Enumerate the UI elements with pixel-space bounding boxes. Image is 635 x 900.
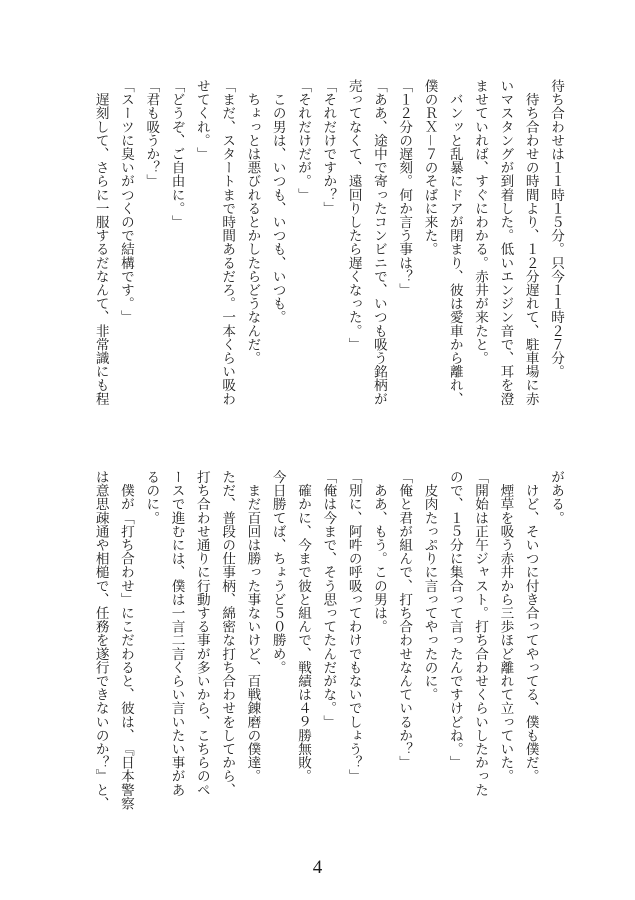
upper-text-line: 待ち合わせは１１時１５分。只今１１時２７分。 [549, 79, 564, 379]
upper-text-line: 「君も吸うか？」 [144, 79, 160, 188]
lower-text-line: けど、そいつに付き合ってやってる、僕も僕だ。 [523, 470, 539, 783]
upper-text-line: せてくれ。」 [194, 79, 210, 161]
upper-text-line: 待ち合わせの時間より、１２分遅れて、駐車場に赤 [523, 79, 539, 406]
lower-text-line: 今日勝てば、ちょうど５０勝め。 [270, 470, 286, 674]
upper-text-line: 「それだけですか？」 [321, 79, 337, 215]
upper-text-line: 僕のＲＸ－７のそばに来た。 [422, 79, 438, 256]
lower-text-line: 確かに、今まで彼と組んで、戦績は４９勝無敗。 [296, 470, 312, 783]
upper-text-line: 「ああ、途中で寄ったコンビニで、いつも吸う銘柄が [371, 79, 387, 406]
upper-text-line: この男は、いつも、いつも、いつも。 [270, 79, 286, 324]
upper-text-line: 売ってなくて、遠回りしたら遅くなった。」 [346, 79, 362, 351]
upper-text-line: ませていれば、すぐにわかる。赤井が来たと。 [473, 79, 489, 365]
lower-text-line: ので、１５分に集合って言ったんですけどね。」 [447, 470, 463, 770]
lower-text-line: 皮肉たっぷりに言ってやったのに。 [422, 470, 438, 702]
lower-text-section [88, 470, 569, 815]
lower-text-line: がある。 [549, 470, 564, 525]
upper-text-line: 「それだけだが。」 [296, 79, 312, 202]
upper-text-line: 「まだ、スタートまで時間あるだろ。一本くらい吸わ [220, 79, 236, 406]
lower-text-line: ああ、もう。この男は。 [371, 470, 387, 634]
lower-text-line: 「俺と君が組んで、打ち合わせなんているか？」 [397, 470, 413, 770]
lower-text-line: 僕が「打ち合わせ」にこだわると、彼は、『日本警察 [118, 470, 134, 810]
lower-text-line: 「別に、阿吽の呼吸ってわけでもないでしょう？」 [346, 470, 362, 783]
page-number: 4 [312, 857, 323, 878]
lower-text-line: るのに。 [144, 470, 160, 525]
upper-text-line: 「１２分の遅刻。何か言う事は？」 [397, 79, 413, 297]
upper-text-line: バンッと乱暴にドアが閉まり、彼は愛車から離れ、 [447, 79, 463, 406]
upper-text-line: ちょっとは悪びれるとかしたらどうなんだ。 [245, 79, 261, 365]
lower-text-line: は意思疎通や相槌で、任務を遂行できないのか？』と、 [93, 470, 109, 810]
lower-text-line: ースで進むには、僕は一言二言くらい言いたい事があ [169, 470, 185, 797]
lower-text-line: 「俺は今まで、そう思ってたんだがな。」 [321, 470, 337, 729]
upper-text-line: いマスタングが到着した。低いエンジン音で、耳を澄 [498, 79, 514, 406]
upper-text-line: 遅刻して、さらに一服するだなんて、非常識にも程 [93, 79, 109, 406]
upper-text-line: 「どうぞ、ご自由に。」 [169, 79, 185, 229]
lower-text-line: まだ百回は勝った事ないけど、百戦錬磨の僕達。 [245, 470, 261, 783]
lower-text-line: 煙草を吸う赤井から三歩ほど離れて立っていた。 [498, 470, 514, 783]
lower-text-line: 「開始は正午ジャスト。打ち合わせくらいしたかった [473, 470, 489, 797]
lower-text-line: 打ち合わせ通りに行動する事が多いから、こちらのペ [194, 470, 210, 797]
upper-text-section [88, 79, 569, 424]
upper-text-line: 「スーツに臭いがつくので結構です。」 [118, 79, 134, 324]
lower-text-line: ただ、普段の仕事柄、綿密な打ち合わせをしてから、 [220, 470, 236, 797]
